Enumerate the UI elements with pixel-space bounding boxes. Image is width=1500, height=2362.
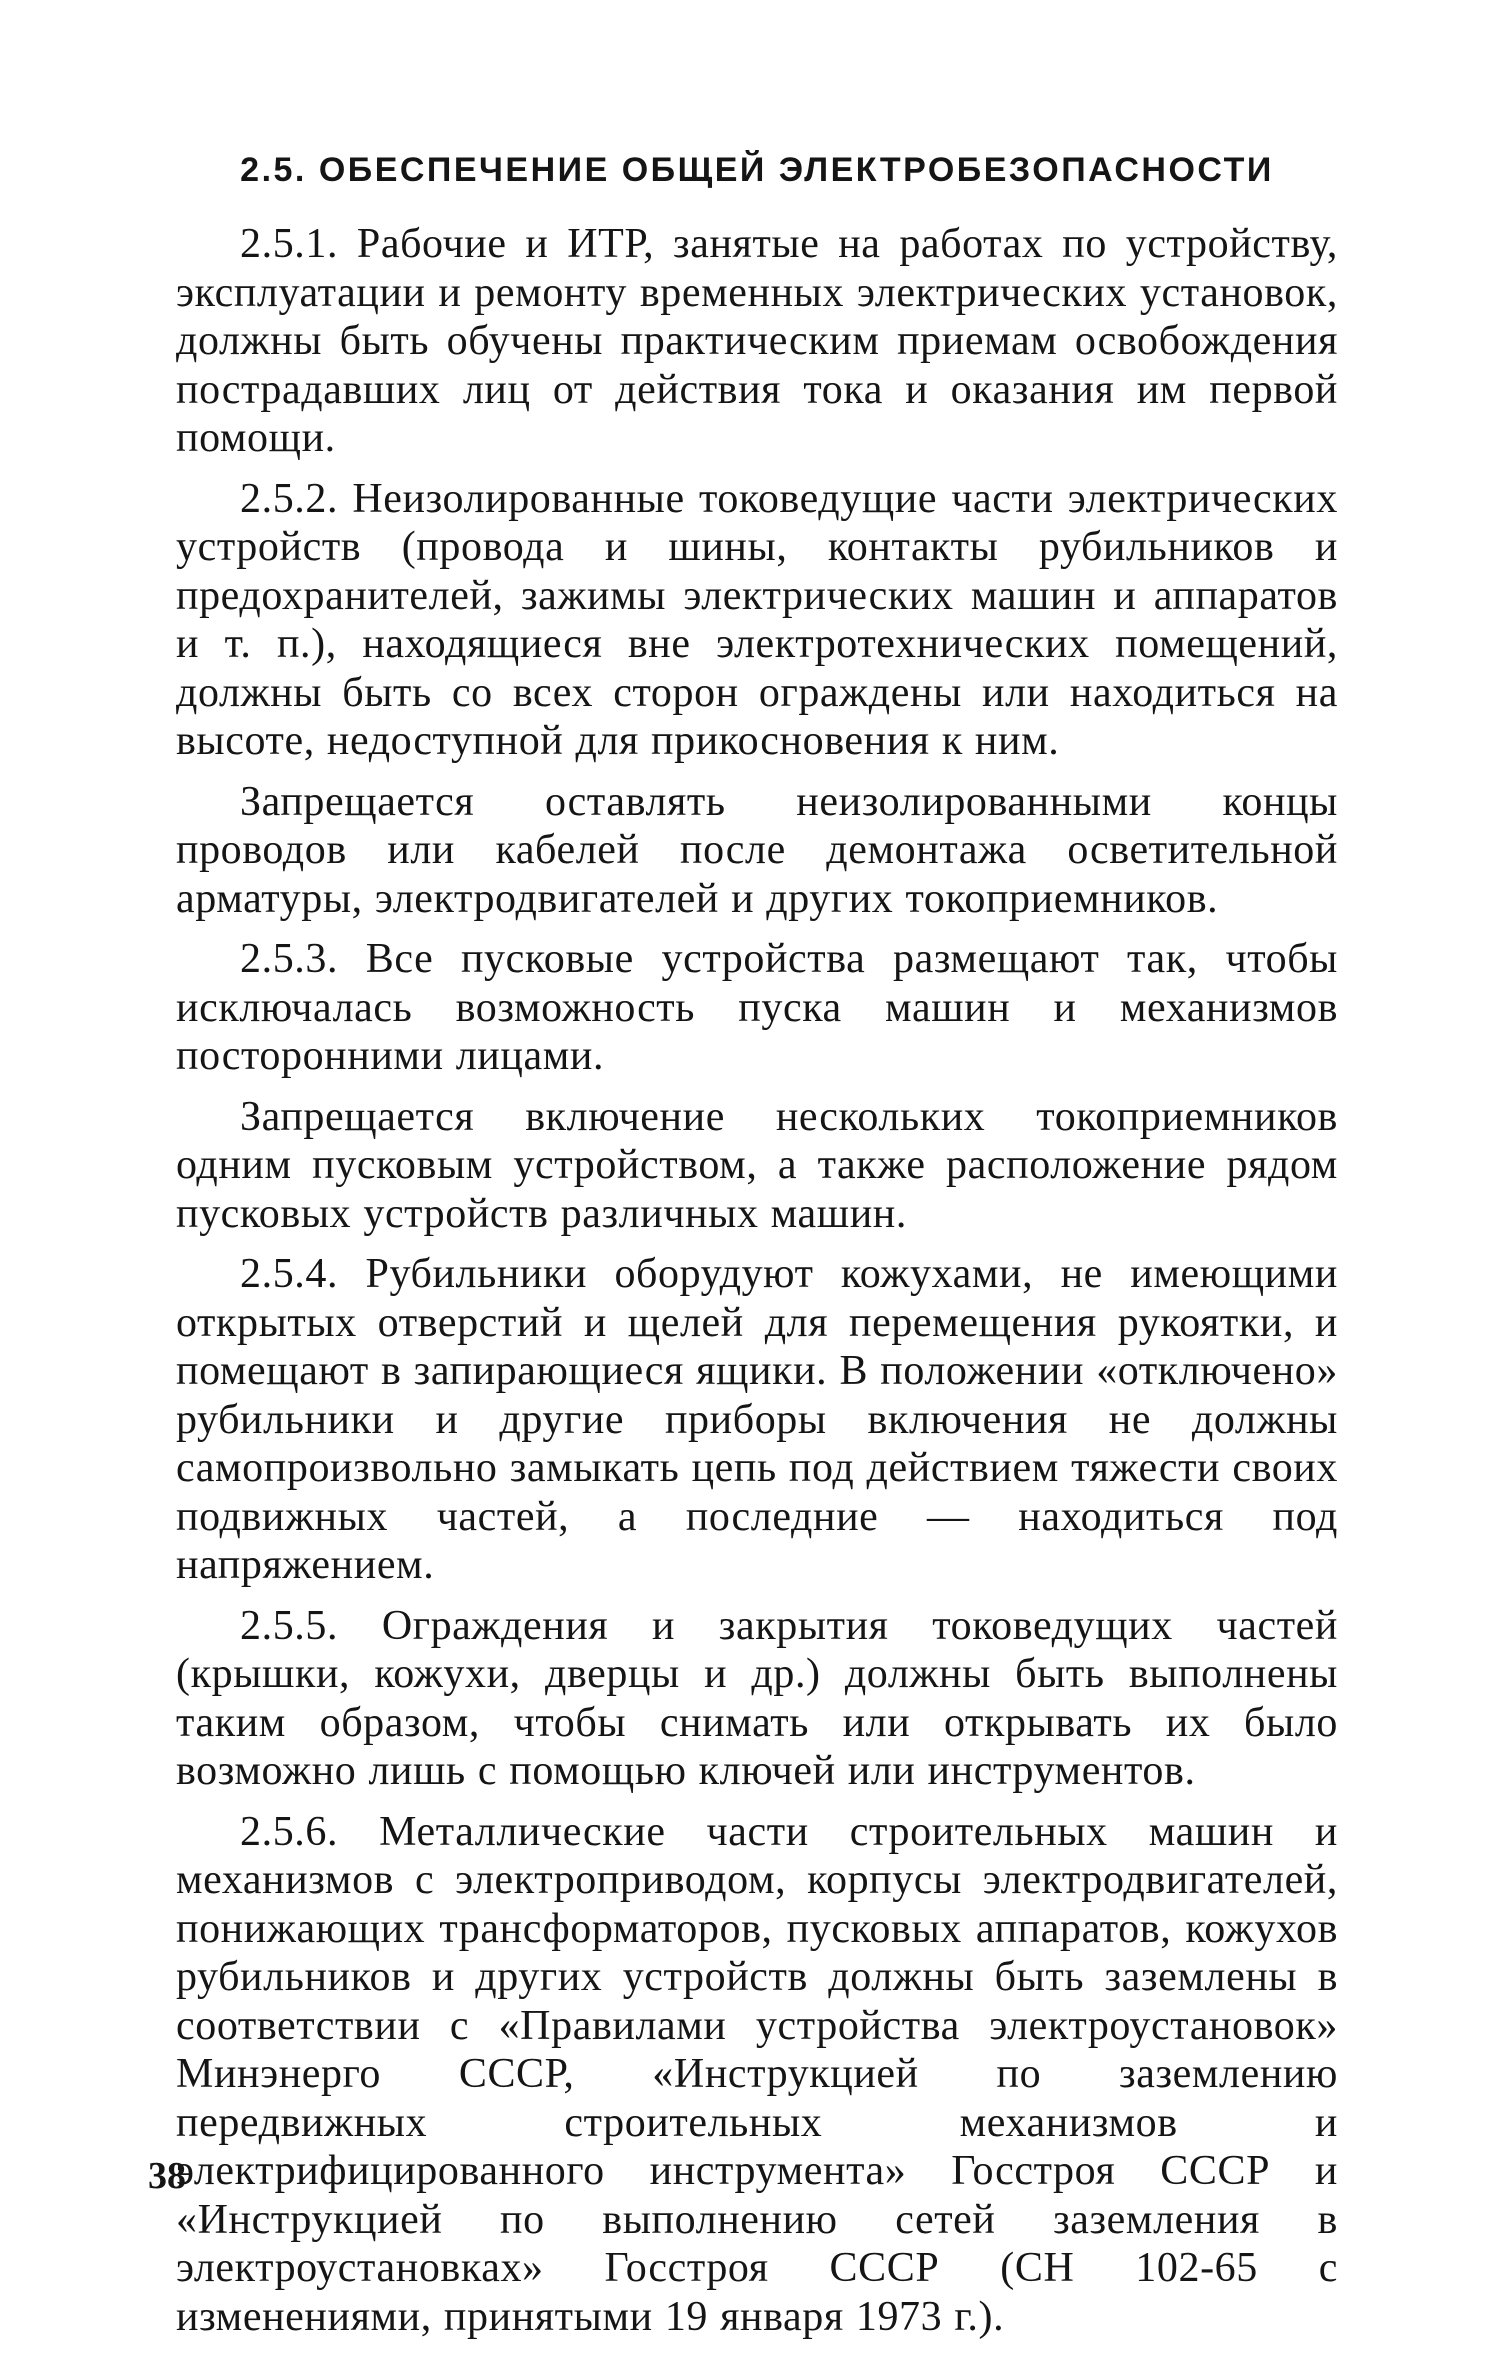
clause-number: 2.5.6. [240,1808,339,1855]
paragraph-text: Запрещается оставлять неизолированными концы проводов или кабелей после демонтажа осветительной арматуры, электродвигателей и других токоприемников. [176,778,1338,922]
paragraph-text: Все пусковые устройства размещают так, чтобы исключалась возможность пуска машин и механизмов посторонними лицами. [176,936,1338,1079]
paragraph-2-5-4 [176,1250,1338,1590]
clause-number: 2.5.5. [240,1602,339,1649]
section-heading: 2.5. ОБЕСПЕЧЕНИЕ ОБЩЕЙ ЭЛЕКТРОБЕЗОПАСНОСТИ [240,151,1274,189]
paragraph-text: Металлические части строительных машин и механизмов с электроприводом, корпусы электродвигателей, понижающих трансформаторов, пусковых аппаратов, кожухов рубильников и других устройств должны быть заземлены в соответствии с «Правилами устройства электроустановок» Минэнерго СССР, «Инструкцией по заземлению передвижных строительных механизмов и электрифицированного инструмента» Госстроя СССР и «Инструкцией по выполнению сетей заземления в электроустановках» Госстроя СССР (СН 102-65 с изменениями, принятыми 19 января 1973 г.). [176,1808,1338,2340]
page-content [176,150,1338,2353]
clause-number: 2.5.4. [240,1251,339,1297]
clause-number: 2.5.3. [240,936,339,982]
paragraph-2-5-2-prohibition [176,778,1338,924]
clause-number: 2.5.2. [240,475,339,522]
paragraph-2-5-3 [176,935,1338,1081]
paragraph-2-5-5 [176,1602,1338,1796]
paragraph-text: Неизолированные токоведущие части электрических устройств (провода и шины, контакты рубильников и предохранителей, зажимы электрических машин и аппаратов и т. п.), находящиеся вне электротехнических помещений, должны быть со всех сторон ограждены или находиться на высоте, недоступной для прикосновения к ним. [176,475,1338,764]
paragraph-text: Ограждения и закрытия токоведущих частей (крышки, кожухи, дверцы и др.) должны быть выполнены таким образом, чтобы снимать или открывать их было возможно лишь с помощью ключей или инструментов. [176,1602,1338,1794]
paragraph-text: Рабочие и ИТР, занятые на работах по устройству, эксплуатации и ремонту временных электрических установок, должны быть обучены практическим приемам освобождения пострадавших лиц от действия тока и оказания им первой помощи. [176,221,1338,461]
paragraph-2-5-1 [176,220,1338,463]
clause-number: 2.5.1. [240,221,339,267]
paragraph-2-5-2 [176,475,1338,766]
paragraph-2-5-3-prohibition [176,1093,1338,1239]
paragraph-2-5-6 [176,1808,1338,2342]
paragraph-text: Запрещается включение нескольких токоприемников одним пусковым устройством, а также расположение рядом пусковых устройств различных машин. [176,1093,1338,1237]
page-number: 38 [148,2155,186,2197]
paragraph-text: Рубильники оборудуют кожухами, не имеющими открытых отверстий и щелей для перемещения рукоятки, и помещают в запирающиеся ящики. В положении «отключено» рубильники и другие приборы включения не должны самопроизвольно замыкать цепь под действием тяжести своих подвижных частей, а последние — находиться под напряжением. [176,1251,1339,1588]
